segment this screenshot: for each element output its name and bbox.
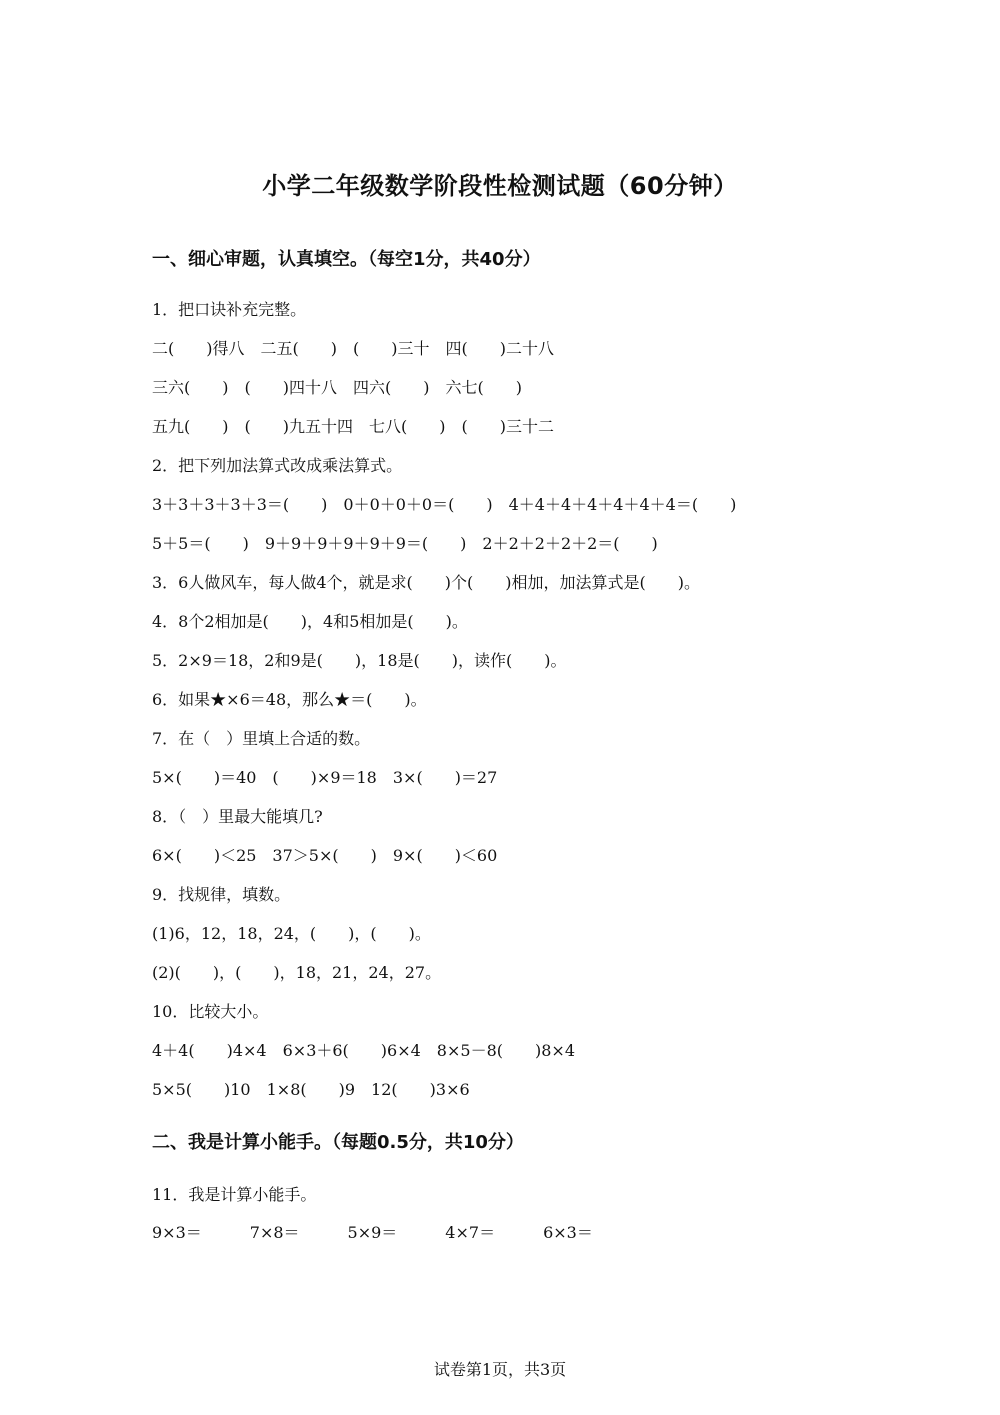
question-7-row: 5×( )＝40 ( )×9＝18 3×( )＝27: [152, 768, 498, 787]
question-1-row-1: 二( )得八 二五( ) ( )三十 四( )二十八: [152, 339, 554, 358]
question-9-row-2: (2)( )，( )，18，21，24，27。: [152, 963, 442, 982]
question-7: 7．在（ ）里填上合适的数。: [152, 729, 371, 748]
question-1-row-2: 三六( ) ( )四十八 四六( ) 六七( ): [152, 378, 522, 397]
question-9: 9．找规律，填数。: [152, 885, 291, 904]
question-10-row-2: 5×5( )10 1×8( )9 12( )3×6: [152, 1080, 470, 1099]
question-11-row: 9×3＝ 7×8＝ 5×9＝ 4×7＝ 6×3＝: [152, 1223, 593, 1242]
question-2: 2．把下列加法算式改成乘法算式。: [152, 456, 403, 475]
question-4: 4．8个2相加是( )，4和5相加是( )。: [152, 612, 468, 631]
question-2-row-2: 5＋5＝( ) 9＋9＋9＋9＋9＋9＝( ) 2＋2＋2＋2＋2＝( ): [152, 534, 658, 553]
question-6: 6．如果★×6＝48，那么★＝( )。: [152, 690, 427, 709]
question-1: 1．把口诀补充完整。: [152, 300, 307, 319]
question-11: 11．我是计算小能手。: [152, 1185, 317, 1204]
question-2-row-1: 3＋3＋3＋3＋3＝( ) 0＋0＋0＋0＝( ) 4＋4＋4＋4＋4＋4＋4＝( ): [152, 495, 737, 514]
question-8-row: 6×( )＜25 37＞5×( ) 9×( )＜60: [152, 846, 498, 865]
question-8: 8．（ ）里最大能填几?: [152, 807, 323, 826]
question-9-row-1: (1)6，12，18，24，( )，( )。: [152, 924, 431, 943]
page-footer: 试卷第1页，共3页: [433, 1360, 567, 1379]
question-1-row-3: 五九( ) ( )九五十四 七八( ) ( )三十二: [152, 417, 554, 436]
section-2-heading: 二、我是计算小能手。（每题0.5分，共10分）: [152, 1132, 524, 1153]
page-title: 小学二年级数学阶段性检测试题（60分钟）: [262, 172, 738, 200]
question-10: 10．比较大小。: [152, 1002, 269, 1021]
question-3: 3．6人做风车，每人做4个，就是求( )个( )相加，加法算式是( )。: [152, 573, 700, 592]
question-5: 5．2×9＝18，2和9是( )，18是( )，读作( )。: [152, 651, 567, 670]
section-1-heading: 一、细心审题，认真填空。（每空1分，共40分）: [152, 249, 541, 270]
question-10-row-1: 4＋4( )4×4 6×3＋6( )6×4 8×5－8( )8×4: [152, 1041, 576, 1060]
